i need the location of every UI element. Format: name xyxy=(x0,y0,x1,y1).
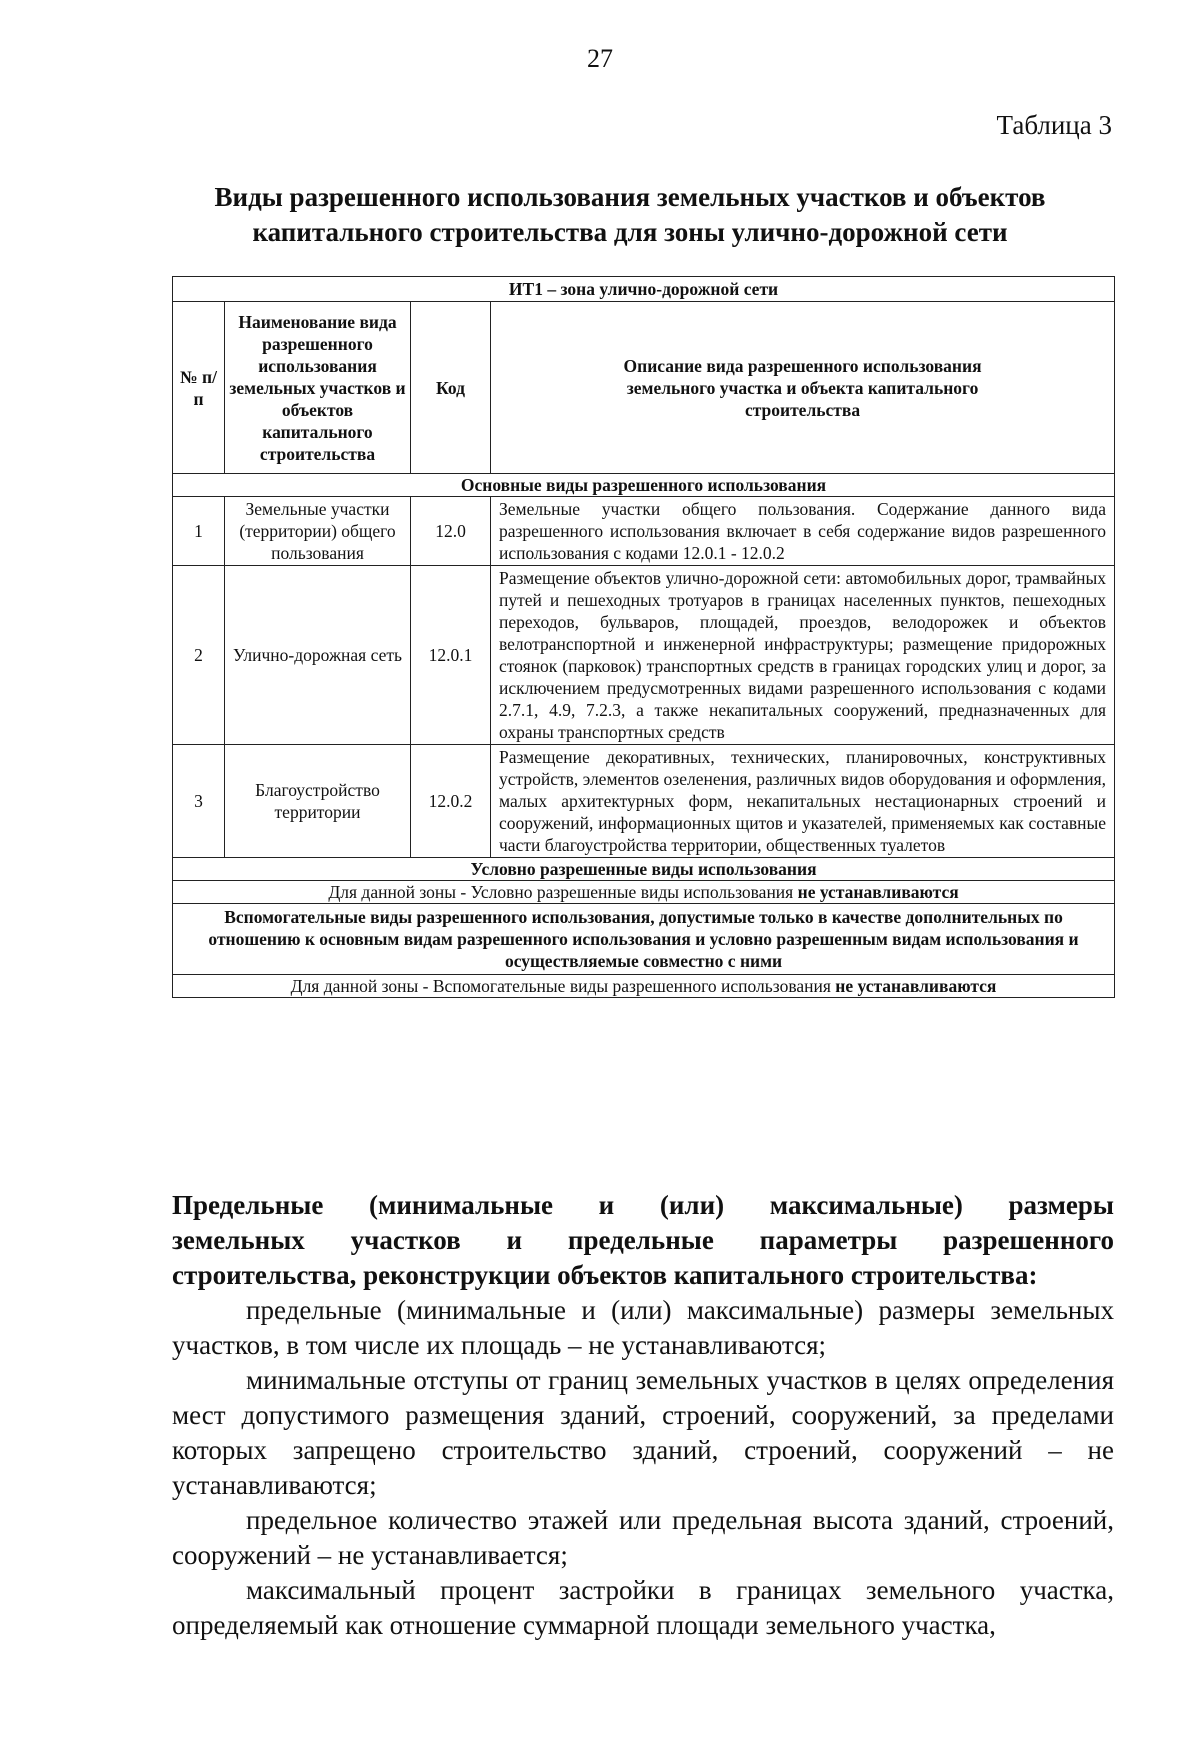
limits-heading-line: Предельные (минимальные и (или) максимальные) размеры xyxy=(172,1190,1114,1220)
column-header-row xyxy=(173,302,1115,474)
table-label: Таблица 3 xyxy=(996,110,1112,140)
conditional-note xyxy=(173,881,1115,904)
row-name: Земельные участки (территории) общего пользования xyxy=(225,497,411,566)
section-main-label: Основные виды разрешенного использования xyxy=(173,474,1115,497)
row-num: 2 xyxy=(173,566,225,745)
table-row xyxy=(173,566,1115,745)
document-title: Виды разрешенного использования земельных участков и объектов капитального строительства для зоны улично-дорожной сети xyxy=(214,182,1046,247)
permitted-use-table xyxy=(172,276,1115,998)
limits-heading-line: строительства, реконструкции объектов капитального строительства: xyxy=(172,1260,1038,1290)
row-description: Земельные участки общего пользования. Содержание данного вида разрешенного использования включает в себя содержание видов разрешенного использования с кодами 12.0.1 - 12.0.2 xyxy=(491,497,1115,566)
row-code: 12.0.1 xyxy=(411,566,491,745)
zone-header-row xyxy=(173,277,1115,302)
permitted-use-table-container xyxy=(172,276,1114,998)
auxiliary-note-text: Для данной зоны - Вспомогательные виды разрешенного использования xyxy=(290,976,836,996)
col-header-name: Наименование вида разрешенного использования земельных участков и объектов капитального строительства xyxy=(225,302,411,474)
limits-section xyxy=(172,1188,1114,1643)
auxiliary-note-row xyxy=(173,975,1115,998)
conditional-note-row xyxy=(173,881,1115,904)
row-description: Размещение декоративных, технических, планировочных, конструктивных устройств, элементов озеленения, различных видов оборудования и оформления, малых архитектурных форм, некапитальных нестационарных строений и сооружений, информационных щитов и указателей, применяемых как составные части благоустройства территории, общественных туалетов xyxy=(491,745,1115,858)
row-code: 12.0.2 xyxy=(411,745,491,858)
row-num: 1 xyxy=(173,497,225,566)
limits-paragraph: предельное количество этажей или предельная высота зданий, строений, сооружений – не устанавливается; xyxy=(172,1505,1114,1570)
limits-paragraph: минимальные отступы от границ земельных участков в целях определения мест допустимого размещения зданий, строений, сооружений, за пределами которых запрещено строительство зданий, строений, сооружений – не устанавливаются; xyxy=(172,1365,1114,1500)
row-name: Благоустройство территории xyxy=(225,745,411,858)
table-row xyxy=(173,497,1115,566)
limits-heading-line: земельных участков и предельные параметры разрешенного xyxy=(172,1225,1114,1255)
row-num: 3 xyxy=(173,745,225,858)
section-row-auxiliary xyxy=(173,904,1115,975)
col-header-code: Код xyxy=(411,302,491,474)
table-row xyxy=(173,745,1115,858)
row-code: 12.0 xyxy=(411,497,491,566)
row-description: Размещение объектов улично-дорожной сети: автомобильных дорог, трамвайных путей и пешеходных тротуаров в границах населенных пунктов, пешеходных переходов, бульваров, площадей, проездов, велодорожек и объектов велотранспортной и инженерной инфраструктуры; размещение придорожных стоянок (парковок) транспортных средств в границах городских улиц и дорог, за исключением предусмотренных видами разрешенного использования с кодами 2.7.1, 4.9, 7.2.3, а также некапитальных сооружений, предназначенных для охраны транспортных средств xyxy=(491,566,1115,745)
col-header-num: № п/п xyxy=(173,302,225,474)
section-row-main xyxy=(173,474,1115,497)
conditional-note-text: Для данной зоны - Условно разрешенные виды использования xyxy=(328,882,798,902)
col-header-description: Описание вида разрешенного использования земельного участка и объекта капитального строительства xyxy=(491,302,1115,474)
section-conditional-label: Условно разрешенные виды использования xyxy=(173,858,1115,881)
conditional-note-status: не устанавливаются xyxy=(797,882,959,902)
auxiliary-note-status: не устанавливаются xyxy=(835,976,997,996)
page-number: 27 xyxy=(587,44,613,73)
section-row-conditional xyxy=(173,858,1115,881)
section-auxiliary-label: Вспомогательные виды разрешенного использования, допустимые только в качестве дополнительных по отношению к основным видам разрешенного использования и условно разрешенным видам использования и осуществляемые совместно с ними xyxy=(173,904,1115,975)
limits-paragraph: предельные (минимальные и (или) максимальные) размеры земельных участков, в том числе их площадь – не устанавливаются; xyxy=(172,1295,1114,1360)
row-name: Улично-дорожная сеть xyxy=(225,566,411,745)
zone-header: ИТ1 – зона улично-дорожной сети xyxy=(173,277,1115,302)
auxiliary-note xyxy=(173,975,1115,998)
limits-paragraph: максимальный процент застройки в границах земельного участка, определяемый как отношение суммарной площади земельного участка, xyxy=(172,1575,1114,1640)
